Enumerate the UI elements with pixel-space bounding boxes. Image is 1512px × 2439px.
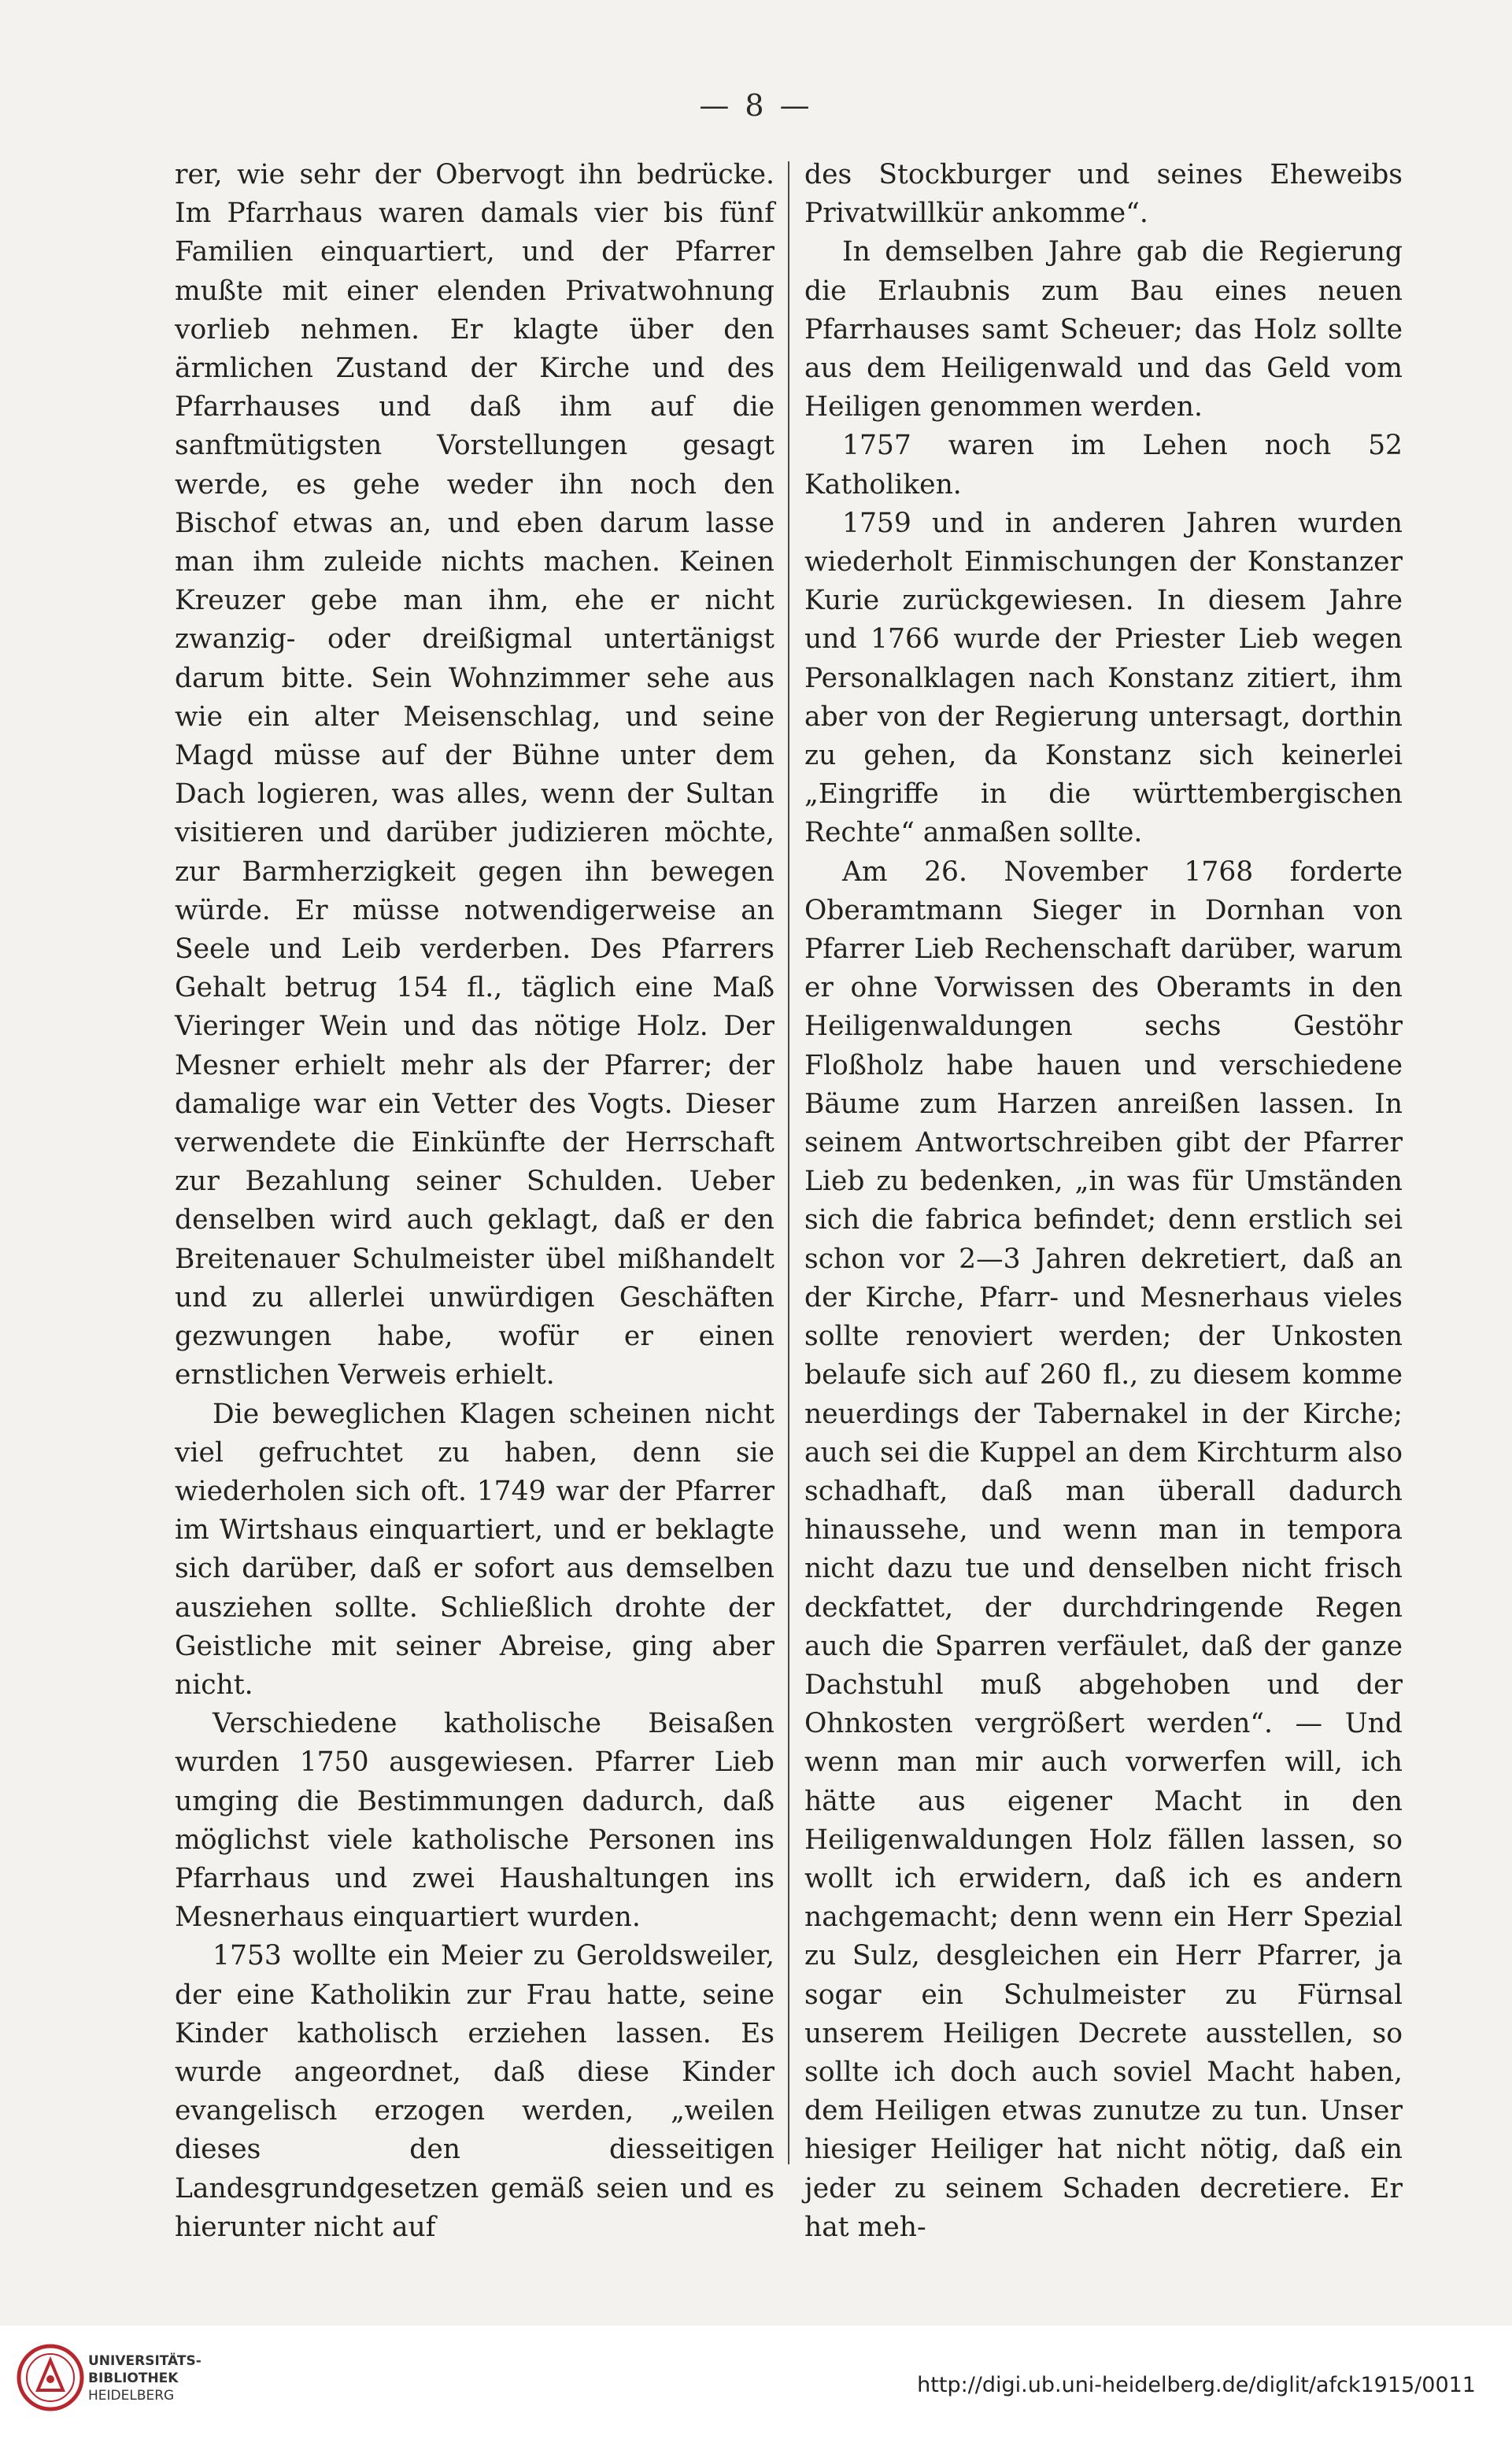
- right-paragraph-5: Am 26. November 1768 forderte Oberamtmann Sieger in Dornhan von Pfarrer Lieb Rechenschaft darüber, warum er ohne Vorwissen des Oberamts in den Heiligenwaldungen sechs Gestöhr Floßholz habe hauen und verschiedene Bäume zum Harzen anreißen lassen. In seinem Antwortschreiben gibt der Pfarrer Lieb zu bedenken, „in was für Umständen sich die fabrica befindet; denn erstlich sei schon vor 2—3 Jahren dekretiert, daß an der Kirche, Pfarr- und Mesnerhaus vieles sollte renoviert werden; der Unkosten belaufe sich auf 260 fl., zu diesem komme neuerdings der Tabernakel in der Kirche; auch sei die Kuppel an dem Kirchturm also schadhaft, daß man überall dadurch hinaussehe, und wenn man in tempora nicht dazu tue und denselben nicht frisch deckfattet, der durchdringende Regen auch die Sparren verfäulet, daß der ganze Dachstuhl muß abgehoben und der Ohnkosten vergrößert werden“. — Und wenn man mir auch vorwerfen will, ich hätte aus eigener Macht in den Heiligenwaldungen Holz fällen lassen, so wollt ich erwidern, daß ich es andern nachgemacht; denn wenn ein Herr Spezial zu Sulz, desgleichen ein Herr Pfarrer, ja sogar ein Schulmeister zu Fürnsal unserem Heiligen Decrete ausstellen, so sollte ich doch auch soviel Macht haben, dem Heiligen etwas zunutze zu tun. Unser hiesiger Heiliger hat nicht nötig, daß ein jeder zu seinem Schaden decretiere. Er hat meh-: [804, 855, 1403, 2243]
- right-paragraph-3: 1757 waren im Lehen noch 52 Katholiken.: [804, 430, 1403, 501]
- university-seal-icon: [16, 2343, 85, 2412]
- left-column: [175, 156, 774, 2247]
- source-url-link[interactable]: http://digi.ub.uni-heidelberg.de/diglit/afck1915/0011: [917, 2373, 1476, 2397]
- footer-bar: [0, 2326, 1512, 2439]
- left-paragraph-1: rer, wie sehr der Obervogt ihn bedrücke. Im Pfarrhaus waren damals vier bis fünf Familien einquartiert, und der Pfarrer mußte mit einer elenden Privatwohnung vorlieb nehmen. Er klagte über den ärmlichen Zustand der Kirche und des Pfarrhauses und daß ihm auf die sanftmütigsten Vorstellungen gesagt werde, es gehe weder ihn noch den Bischof etwas an, und eben darum lasse man ihm zuleide nichts machen. Keinen Kreuzer gebe man ihm, ehe er nicht zwanzig- oder dreißigmal untertänigst darum bitte. Sein Wohnzimmer sehe aus wie ein alter Meisenschlag, und seine Magd müsse auf der Bühne unter dem Dach logieren, was alles, wenn der Sultan visitieren und darüber judizieren möchte, zur Barmherzigkeit gegen ihn bewegen würde. Er müsse notwendigerweise an Seele und Leib verderben. Des Pfarrers Gehalt betrug 154 fl., täglich eine Maß Vieringer Wein und das nötige Holz. Der Mesner erhielt mehr als der Pfarrer; der damalige war ein Vetter des Vogts. Dieser verwendete die Einkünfte der Herrschaft zur Bezahlung seiner Schulden. Ueber denselben wird auch geklagt, daß er den Breitenauer Schulmeister übel mißhandelt und zu allerlei unwürdigen Geschäften gezwungen habe, wofür er einen ernstlichen Verweis erhielt.: [175, 159, 774, 1391]
- column-divider: [788, 161, 789, 2164]
- institution-line-2: BIBLIOTHEK: [88, 2371, 179, 2386]
- left-paragraph-3: Verschiedene katholische Beisaßen wurden 1750 ausgewiesen. Pfarrer Lieb umging die Bestimmungen dadurch, daß möglichst viele katholische Personen ins Pfarrhaus und zwei Haushaltungen ins Mesnerhaus einquartiert wurden.: [175, 1708, 774, 1934]
- page-number: — 8 —: [699, 88, 813, 123]
- institution-line-3: HEIDELBERG: [88, 2388, 175, 2404]
- institution-line-1: UNIVERSITÄTS-: [88, 2353, 201, 2369]
- left-paragraph-2: Die beweglichen Klagen scheinen nicht viel gefruchtet zu haben, denn sie wiederholen sich oft. 1749 war der Pfarrer im Wirtshaus einquartiert, und er beklagte sich darüber, daß er sofort aus demselben ausziehen sollte. Schließlich drohte der Geistliche mit seiner Abreise, ging aber nicht.: [175, 1398, 774, 1701]
- left-paragraph-4: 1753 wollte ein Meier zu Geroldsweiler, der eine Katholikin zur Frau hatte, seine Kinder katholisch erziehen lassen. Es wurde angeordnet, daß diese Kinder evangelisch erzogen werden, „weilen dieses den diesseitigen Landesgrundgesetzen gemäß seien und es hierunter nicht auf: [175, 1940, 774, 2243]
- institution-name: [88, 2352, 201, 2404]
- right-column: [804, 156, 1403, 2247]
- right-paragraph-2: In demselben Jahre gab die Regierung die Erlaubnis zum Bau eines neuen Pfarrhauses samt Scheuer; das Holz sollte aus dem Heiligenwald und das Geld vom Heiligen genommen werden.: [804, 236, 1403, 423]
- right-paragraph-4: 1759 und in anderen Jahren wurden wiederholt Einmischungen der Konstanzer Kurie zurückgewiesen. In diesem Jahre und 1766 wurde der Priester Lieb wegen Personalklagen nach Konstanz zitiert, ihm aber von der Regierung untersagt, dorthin zu gehen, da Konstanz sich keinerlei „Eingriffe in die württembergischen Rechte“ anmaßen sollte.: [804, 507, 1403, 849]
- right-paragraph-1: des Stockburger und seines Eheweibs Privatwillkür ankomme“.: [804, 159, 1403, 230]
